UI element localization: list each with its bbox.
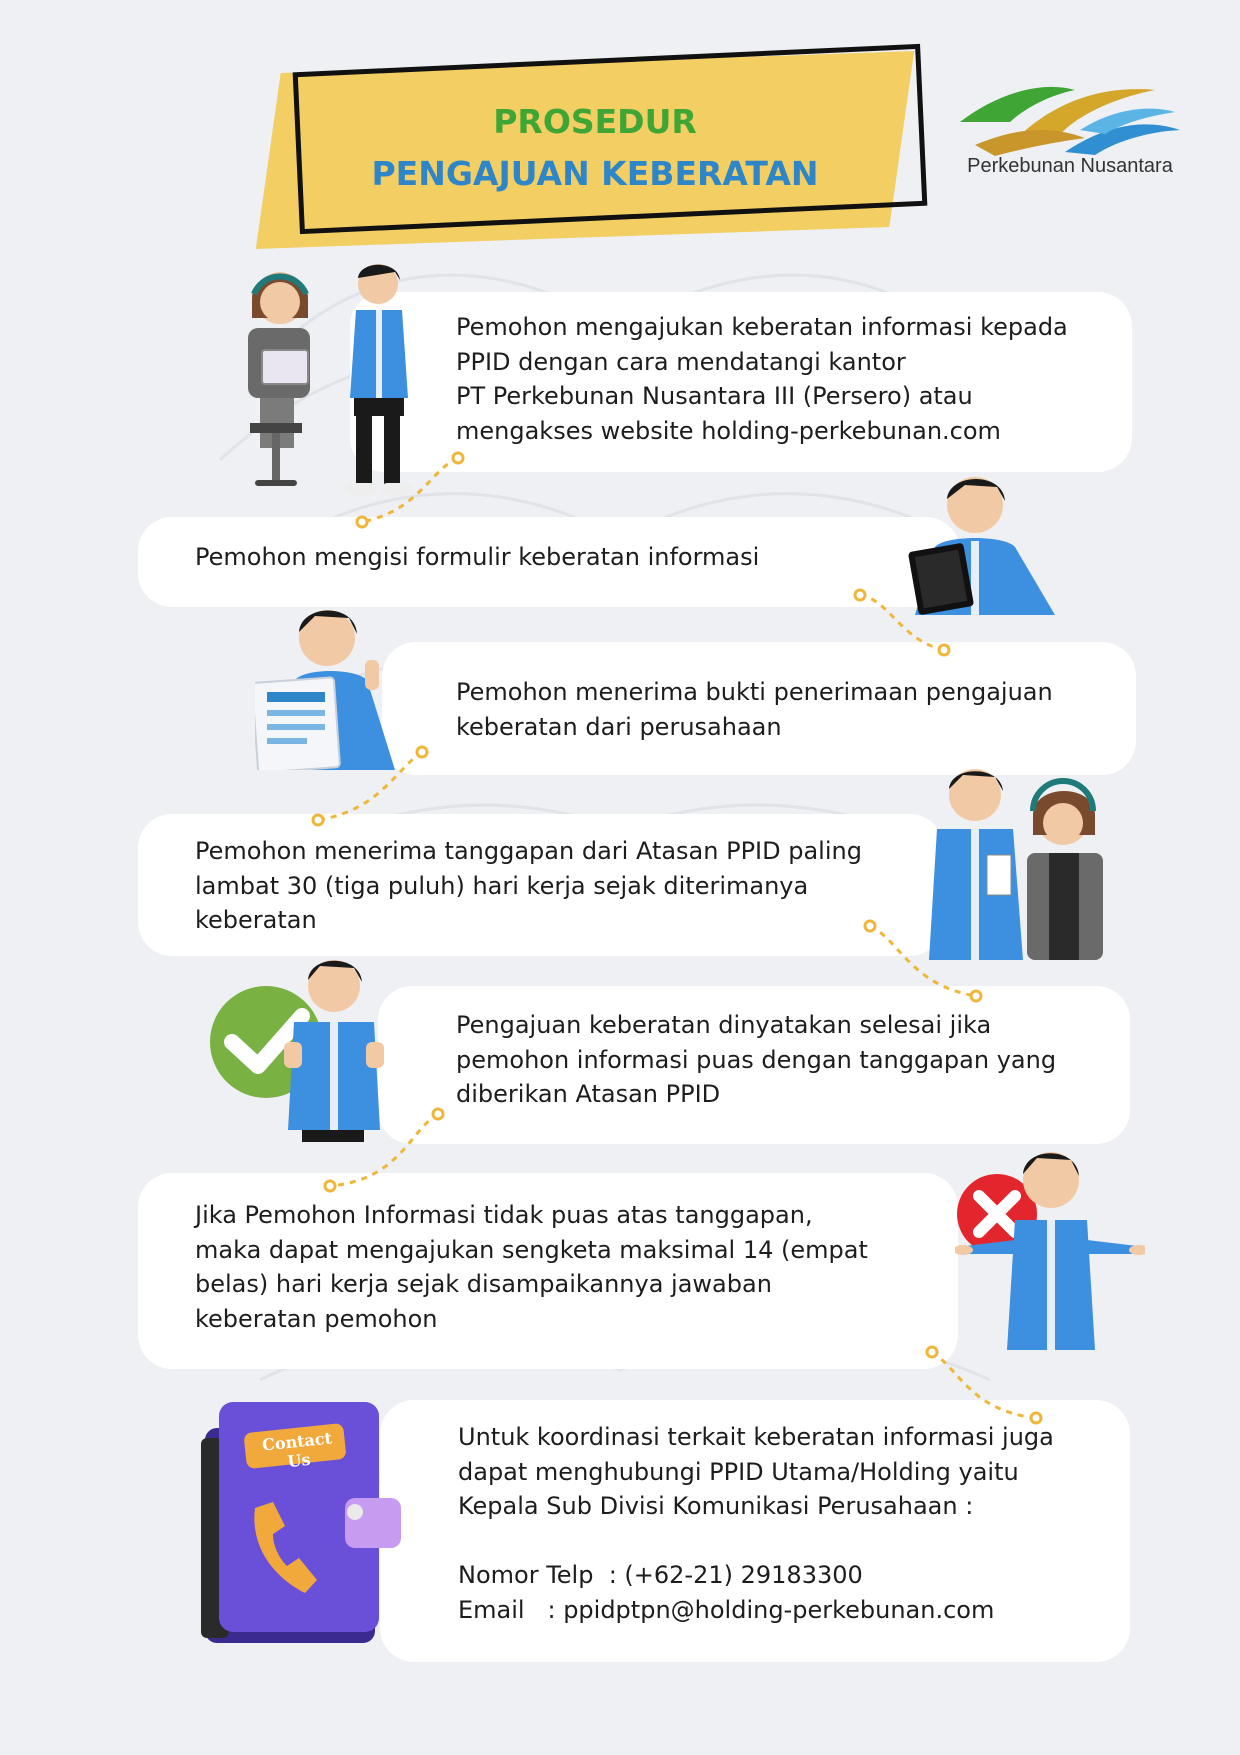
step-5-line: Pengajuan keberatan dinyatakan selesai jika bbox=[456, 1011, 992, 1039]
step-1-line: Pemohon mengajukan keberatan informasi kepada bbox=[456, 313, 1068, 341]
contact-email: Email : ppidptpn@holding-perkebunan.com bbox=[458, 1595, 995, 1624]
contact-us-label: Contact Us bbox=[261, 1428, 333, 1472]
step-5-line: diberikan Atasan PPID bbox=[456, 1080, 721, 1108]
step-2-text bbox=[195, 540, 759, 575]
step-6-line: Jika Pemohon Informasi tidak puas atas tanggapan, bbox=[195, 1201, 813, 1229]
step-5-line: pemohon informasi puas dengan tanggapan yang bbox=[456, 1045, 1057, 1074]
man-reading-form-illustration-icon bbox=[905, 465, 1065, 625]
step-2-line: Pemohon mengisi formulir keberatan informasi bbox=[195, 543, 760, 571]
man-and-operator-illustration-icon bbox=[915, 765, 1115, 965]
contact-line: dapat menghubungi PPID Utama/Holding yaitu bbox=[458, 1457, 1019, 1486]
step-4-line: keberatan bbox=[195, 906, 317, 934]
step-4-line: Pemohon menerima tanggapan dari Atasan PPID paling bbox=[195, 837, 862, 865]
operator-and-applicant-illustration-icon bbox=[230, 258, 420, 498]
logo-text: Perkebunan Nusantara bbox=[967, 155, 1173, 177]
step-1-line: mengakses website holding-perkebunan.com bbox=[456, 416, 1001, 445]
step-1-line: PPID dengan cara mendatangi kantor bbox=[456, 347, 906, 376]
step-3-line: Pemohon menerima bukti penerimaan pengajuan bbox=[456, 678, 1053, 706]
step-6-line: maka dapat mengajukan sengketa maksimal 14 (empat bbox=[195, 1235, 868, 1264]
contact-text bbox=[458, 1420, 1054, 1627]
step-6-line: keberatan pemohon bbox=[195, 1304, 438, 1333]
step-1-text bbox=[456, 310, 1068, 448]
man-holding-document-illustration-icon bbox=[255, 590, 405, 770]
step-6-line: belas) hari kerja sejak disampaikannya jawaban bbox=[195, 1270, 772, 1298]
step-6-text bbox=[195, 1198, 868, 1336]
cross-shrug-illustration-icon bbox=[955, 1140, 1145, 1360]
contact-phone: Nomor Telp : (+62-21) 29183300 bbox=[458, 1561, 863, 1589]
title-line-1: PROSEDUR bbox=[493, 102, 697, 141]
contact-line: Untuk koordinasi terkait keberatan informasi juga bbox=[458, 1423, 1054, 1451]
step-4-line: lambat 30 (tiga puluh) hari kerja sejak diterimanya bbox=[195, 871, 809, 900]
step-5-text bbox=[456, 1008, 1056, 1112]
step-3-text bbox=[456, 675, 1053, 744]
title-line-2: PENGAJUAN KEBERATAN bbox=[371, 154, 819, 193]
contact-line: Kepala Sub Divisi Komunikasi Perusahaan : bbox=[458, 1492, 974, 1520]
page-title bbox=[300, 96, 890, 200]
step-4-text bbox=[195, 834, 862, 938]
step-3-line: keberatan dari perusahaan bbox=[456, 712, 782, 741]
checkmark-thumbs-up-illustration-icon bbox=[210, 950, 400, 1145]
step-1-line: PT Perkebunan Nusantara III (Persero) atau bbox=[456, 382, 973, 410]
